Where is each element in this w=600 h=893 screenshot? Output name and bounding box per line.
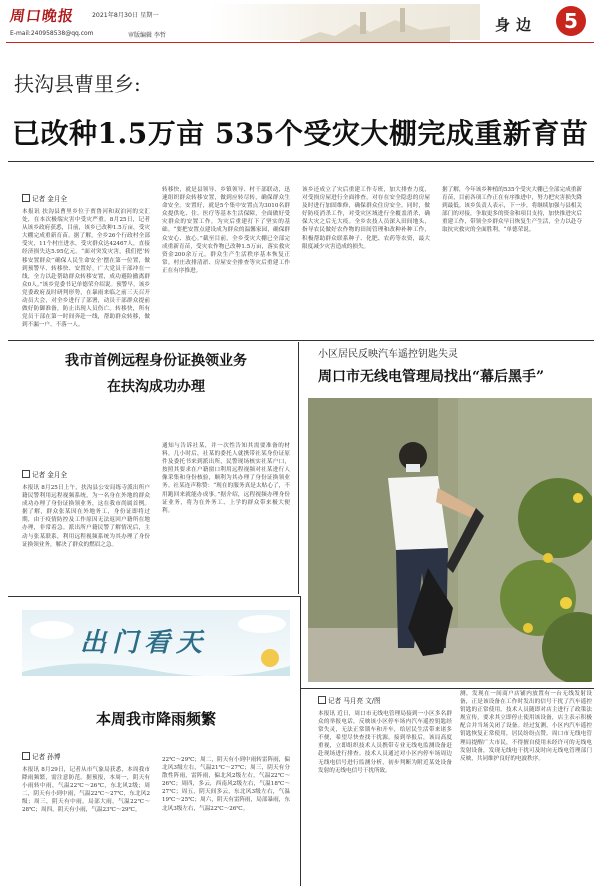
story3-top-divider <box>300 688 594 689</box>
page-number-badge <box>556 6 586 36</box>
technician-photo-illustration <box>308 398 592 682</box>
masthead <box>0 0 600 60</box>
story3-byline-text: 记者 马月亮 文/图 <box>328 697 381 705</box>
building-illustration <box>300 2 450 42</box>
contact-email: E-mail:240958538@qq.com <box>10 30 94 37</box>
story1-column-1: 本报讯 扶沟县曹里乡位于贾鲁河和双洎河的交汇处，在本次极端灾害中受灾严重。8月25日，记者从该乡政府获悉，目前，该乡已改种1.5万亩，受灾大棚完成重新育苗。据了解，全乡26个行政村全部受灾，11个村庄进水，受灾群众达42467人，直接经济损失达5.95亿元。“面对突发灾害，我们把‘转移安置群众’‘确保人民生命安全’摆在第一位置，做到预警早、转移快、安置好。广大党员干部冲在一线，全力以赴帮助群众转移安置，成功避险撤离群众0人。”该乡党委书记单德荣介绍说。预警早，该乡党委政府及时研判形势，在暴雨来临之前三天召开动员大会，对全乡进行了部署，动员干部群众提前做好防御准备，防止出现人员伤亡。转移快，所有党员干部在第一时间奔赴一线，帮助群众转移，做到不漏一户、不落一人。 <box>22 209 150 329</box>
story4-headline: 本周我市降雨频繁 <box>95 710 216 728</box>
story2-byline <box>22 469 67 479</box>
story2-byline-text: 记者 金月全 <box>32 471 68 479</box>
story3-headline: 周口市无线电管理局找出“幕后黑手” <box>318 369 545 385</box>
story1-byline-text: 记者 金月全 <box>32 195 68 203</box>
story1-kicker: 扶沟县曹里乡: <box>14 72 141 96</box>
story3-column-1: 本报讯 近日，周口市无线电管理局接到一小区多名群众的举报电话，反映该小区停车场内汽车遥控钥匙经常失灵，无法正常锁车和开车，给居民生活带来诸多不便，希望尽快查找干扰源。接到举报后，该局高度重视，立即组织技术人员携带专业无线电监测设备赶赴现场进行排查。技术人员通过对小区内停车场周边无线电信号进行监测分析，初步判断为附近某处设备发射的无线电信号干扰所致。 <box>318 711 452 774</box>
masthead-divider <box>6 42 594 43</box>
story4-byline-text: 记者 孙博 <box>32 753 61 761</box>
story1-column-2: 转移快，就是县领导、乡镇领导、村干部联动，迅速组织群众转移安置，做到应转尽转，确保群众生命安全。安置好，就是5个集中安置点为3010名群众提供吃、住、医疗等基本生活保障，全面做好受灾群众的安置工作，为灾后重建打下了坚实的基础。“要把安置点建设成为群众的温馨家园，确保群众安心、放心。”截至目前，全乡受灾大棚已全部完成重新育苗，受灾农作物已改种1.5万亩，落实救灾资金200余万元，群众生产生活秩序基本恢复正常。村庄改排清淤、房屋安全排查等灾后重建工作正在有序推进。 <box>162 187 290 274</box>
story3-column-2: 测，发现在一间商户店铺内放置有一台无线发射设备，正是该设备在工作时发出的信号干扰了汽车遥控钥匙的正常使用。技术人员随即对店主进行了政策法规宣传，要求其立即停止使用该设备，店主表示积极配合并当场关闭了设备。经过复测，小区内汽车遥控钥匙恢复正常使用，居民纷纷点赞。周口市无线电管理局提醒广大市民，不得擅自使用未经许可的无线电发射设备，发现无线电干扰可及时向无线电管理部门反映，共同维护良好的电波秩序。 <box>460 691 592 762</box>
story4-byline <box>22 751 60 761</box>
publication-date: 2021年8月30日 星期一 <box>92 12 159 19</box>
section-label: 身边 <box>495 16 538 34</box>
weather-banner-title: 出门看天 <box>80 628 209 658</box>
story4-column-2: 22℃～29℃；周二，阴天有小到中雨转雷阵雨，偏北风3级左右，气温21℃～27℃；周三，阴天有分散性阵雨，雷阵雨，偏北风2级左右，气温22℃～26℃；周四，多云，西南风2级左右，气温18℃～27℃；周五，阴天间多云，东北风3级左右，气温19℃～25℃；周六，阴天有雷阵雨，局部暴雨，东北风3级左右，气温22℃～26℃。 <box>162 757 290 812</box>
page-number: 5 <box>564 9 578 33</box>
byline-box-icon <box>318 696 326 704</box>
story1-byline <box>22 193 67 203</box>
story1-divider <box>8 161 594 162</box>
story2-column-1: 本报讯 8月25日上午，扶沟县公安局练寺派出所户籍民警利用远程视频系统，为一名身在外地的群众成功办理了身份证换领业务，这在我市尚属首例。据了解，群众张某因在外地务工，身份证即将过期，由于疫情防控及工作原因无法返回户籍所在地办理，非常着急。派出所户籍民警了解情况后，主动与张某联系，利用远程视频系统为其办理了身份证换领业务，解决了群众的燃眉之急。 <box>22 485 150 548</box>
story2-column-2: 通知与告诉社某，并一次性告知其需要准备的材料。几小时后，社某的委托人就携带社某身份证原件及委托书来到派出所，民警现场核实社某户口，按照其要求在户籍窗口利用远程视频对社某进行人像采集和身份核验，顺利为其办理了身份证换领业务。社某连声称赞：“现在的服务真是太贴心了，不用跑回来就能办成事。”据介绍，远程视频办理身份证业务，将为在外务工、上学的群众带来极大便利。 <box>162 443 290 514</box>
story3-vertical-divider <box>300 596 301 886</box>
story3-kicker: 小区居民反映汽车遥控钥匙失灵 <box>318 349 458 360</box>
byline-box-icon <box>22 470 30 478</box>
editor-line: 审版编辑 李哲 <box>128 32 166 39</box>
story2-vertical-divider <box>298 342 299 594</box>
story4-column-1: 本报讯 8月29日，记者从市气象局获悉，本周我市降雨频繁，需注意防范。据预报，本周一，阴天有小雨转中雨，气温22℃～26℃，东北风2级；周二，阴天有小到中雨，气温22℃～27℃，东北风2级；周三，阴天有中雨，局部大雨，气温22℃～28℃；周四，阴天有小雨，气温23℃～29℃。 <box>22 767 150 814</box>
story1-bottom-divider <box>8 340 594 341</box>
story1-column-3: 该乡还成立了灾后重建工作专班，加大排查力度，对受损房屋进行全面排查，对存在安全隐患的房屋及时进行加固维修，确保群众住房安全。同时，做好防疫消杀工作，对受灾区域进行全覆盖消杀，确保大灾之后无大疫。全乡农技人员深入田间地头，指导农民做好农作物的田间管理和改种补种工作，积极帮助群众联系种子、化肥、农药等农资，最大限度减少灾害造成的损失。 <box>302 187 430 250</box>
newspaper-logo: 周口晚报 <box>8 7 76 25</box>
story2-headline-line2: 在扶沟成功办理 <box>107 379 205 395</box>
story1-column-4: 据了解，今年该乡种植的535个受灾大棚已全部完成重新育苗，目前各项工作正在有序推进中，努力把灾害损失降到最低。该乡负责人表示，下一步，将继续加强与县相关部门的对接，争取更多的资金和项目支持，加快推进灾后重建工作，带领全乡群众早日恢复生产生活，全力以赴夺取抗灾救灾的全面胜利。“单德荣说。 <box>442 187 582 234</box>
byline-box-icon <box>22 194 30 202</box>
story3-byline <box>318 695 381 705</box>
story1-headline: 已改种1.5万亩 535个受灾大棚完成重新育苗 <box>12 117 589 150</box>
story2-headline-line1: 我市首例远程身份证换领业务 <box>65 353 247 369</box>
story3-photo <box>308 398 592 682</box>
weather-banner <box>22 610 290 676</box>
story4-top-divider <box>8 596 300 597</box>
byline-box-icon <box>22 752 30 760</box>
